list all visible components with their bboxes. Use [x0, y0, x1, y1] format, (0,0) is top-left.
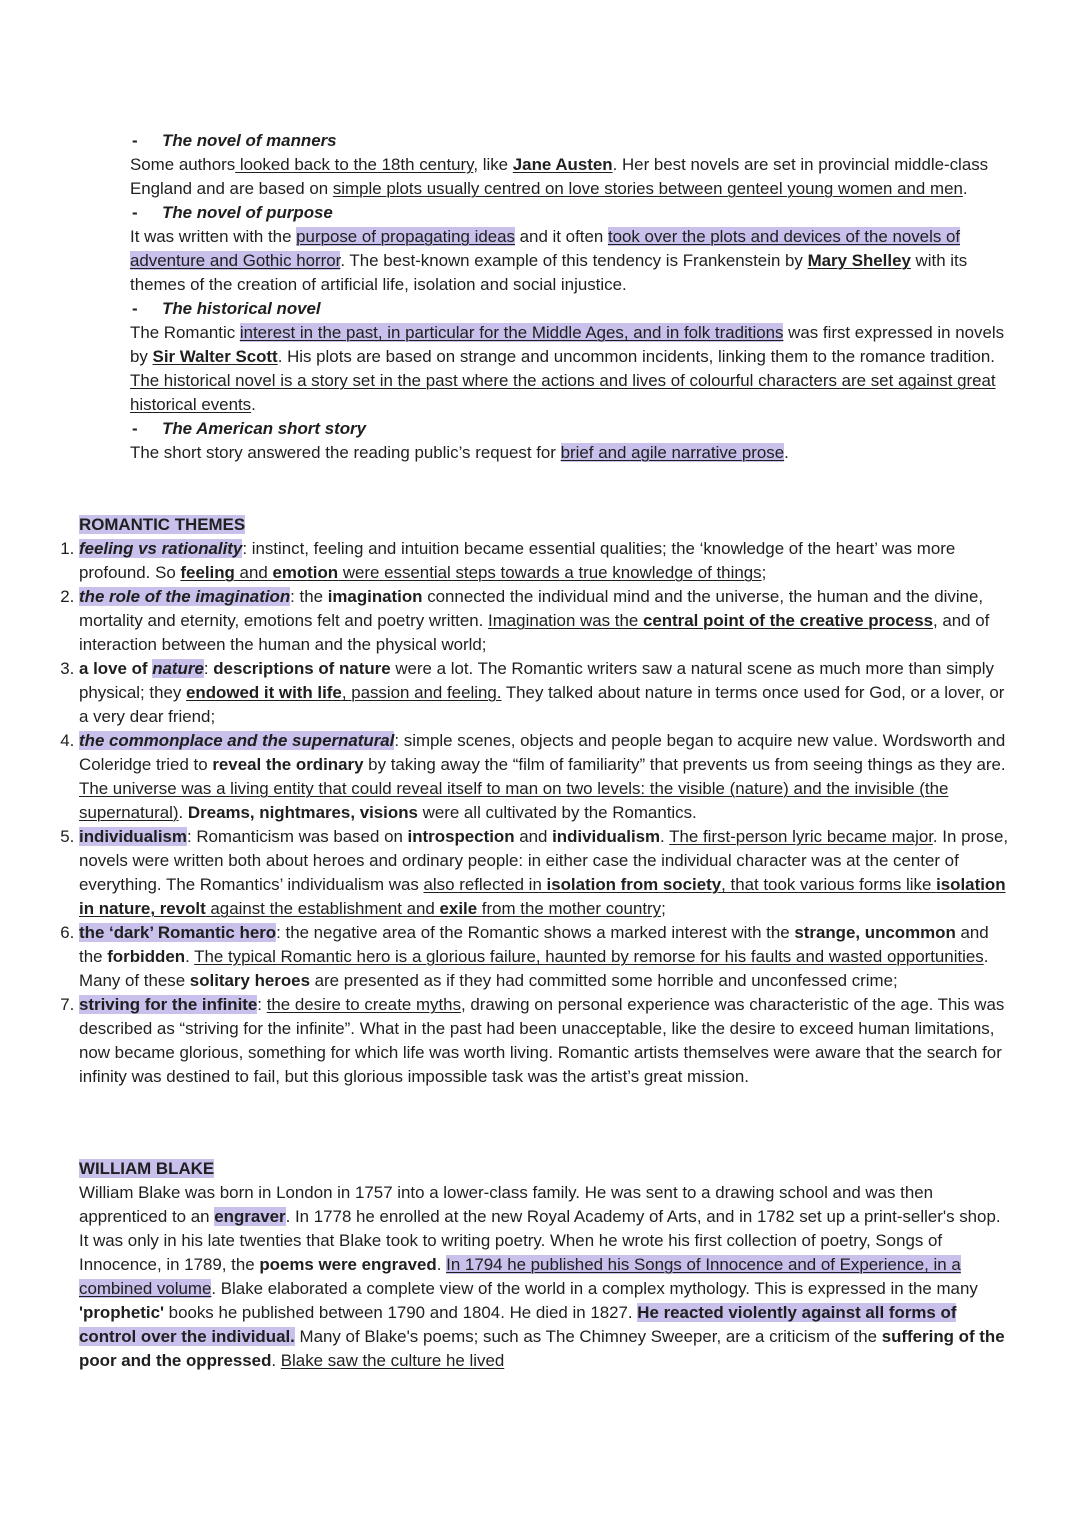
historical-novel-title: - The historical novel	[162, 297, 1010, 321]
novel-of-manners-text: Some authors looked back to the 18th century, like Jane Austen. Her best novels are set in provincial middle-class England and are based on simple plots usually centred on love stories between genteel young women and men.	[130, 155, 989, 198]
theme-individualism: 5. individualism: Romanticism was based on introspection and individualism. The first-person lyric became major. In prose, novels were written both about heroes and ordinary people: in either case the individual character was at the center of everything. The Romantics’ individualism was also reflected in isolation from society, that took various forms like isolation in nature, revolt against the establishment and exile from the mother country;	[79, 825, 1010, 921]
novel-of-manners-title: - The novel of manners	[162, 129, 1010, 153]
american-short-story-title: - The American short story	[162, 417, 1010, 441]
novel-of-purpose-text: It was written with the purpose of propagating ideas and it often took over the plots and devices of the novels of adventure and Gothic horror. The best-known example of this tendency is Frankenstein by Mary Shelley with its themes of the creation of artificial life, isolation and social injustice.	[130, 227, 968, 294]
romantic-themes-section	[40, 513, 1010, 1089]
novel-types-section	[130, 129, 1010, 465]
historical-novel-text: The Romantic interest in the past, in particular for the Middle Ages, and in folk traditions was first expressed in novels by Sir Walter Scott. His plots are based on strange and uncommon incidents, linking them to the romance tradition. The historical novel is a story set in the past where the actions and lives of colourful characters are set against great historical events.	[130, 323, 1005, 414]
william-blake-heading: WILLIAM BLAKE	[79, 1159, 215, 1178]
romantic-themes-heading: ROMANTIC THEMES	[79, 515, 246, 534]
william-blake-section	[79, 1157, 1010, 1373]
theme-dark-romantic-hero: 6. the ‘dark’ Romantic hero: the negative area of the Romantic shows a marked interest with the strange, uncommon and the forbidden. The typical Romantic hero is a glorious failure, haunted by remorse for his faults and wasted opportunities. Many of these solitary heroes are presented as if they had committed some horrible and unconfessed crime;	[79, 921, 1010, 993]
theme-love-of-nature: 3. a love of nature: descriptions of nature were a lot. The Romantic writers saw a natural scene as much more than simply physical; they endowed it with life, passion and feeling. They talked about nature in terms once used for God, or a lover, or a very dear friend;	[79, 657, 1010, 729]
william-blake-text: William Blake was born in London in 1757 into a lower-class family. He was sent to a drawing school and was then apprenticed to an engraver. In 1778 he enrolled at the new Royal Academy of Arts, and in 1782 set up a print-seller's shop. It was only in his late twenties that Blake took to writing poetry. When he wrote his first collection of poetry, Songs of Innocence, in 1789, the poems were engraved. In 1794 he published his Songs of Innocence and of Experience, in a combined volume. Blake elaborated a complete view of the world in a complex mythology. This is expressed in the many 'prophetic' books he published between 1790 and 1804. He died in 1827. He reacted violently against all forms of control over the individual. Many of Blake's poems; such as The Chimney Sweeper, are a criticism of the suffering of the poor and the oppressed. Blake saw the culture he lived	[79, 1183, 1005, 1370]
novel-of-purpose-title: - The novel of purpose	[162, 201, 1010, 225]
theme-role-of-imagination: 2. the role of the imagination: the imagination connected the individual mind and the universe, the human and the divine, mortality and eternity, emotions felt and poetry written. Imagination was the central point of the creative process, and of interaction between the human and the physical world;	[79, 585, 1010, 657]
theme-commonplace-supernatural: 4. the commonplace and the supernatural: simple scenes, objects and people began to acquire new value. Wordsworth and Coleridge tried to reveal the ordinary by taking away the “film of familiarity” that prevents us from seeing things as they are. The universe was a living entity that could reveal itself to man on two levels: the visible (nature) and the invisible (the supernatural). Dreams, nightmares, visions were all cultivated by the Romantics.	[79, 729, 1010, 825]
theme-striving-for-infinite: 7. striving for the infinite: the desire to create myths, drawing on personal experience was characteristic of the age. This was described as “striving for the infinite”. What in the past had been unacceptable, like the desire to exceed human limitations, now became glorious, something for which life was worth living. Romantic artists themselves were aware that the search for infinity was destined to fail, but this glorious impossible task was the artist’s great mission.	[79, 993, 1010, 1089]
theme-feeling-vs-rationality: 1. feeling vs rationality: instinct, feeling and intuition became essential qualities; the ‘knowledge of the heart’ was more profound. So feeling and emotion were essential steps towards a true knowledge of things;	[79, 537, 1010, 585]
american-short-story-text: The short story answered the reading public’s request for brief and agile narrative prose.	[130, 443, 789, 462]
themes-list	[40, 537, 1010, 1089]
